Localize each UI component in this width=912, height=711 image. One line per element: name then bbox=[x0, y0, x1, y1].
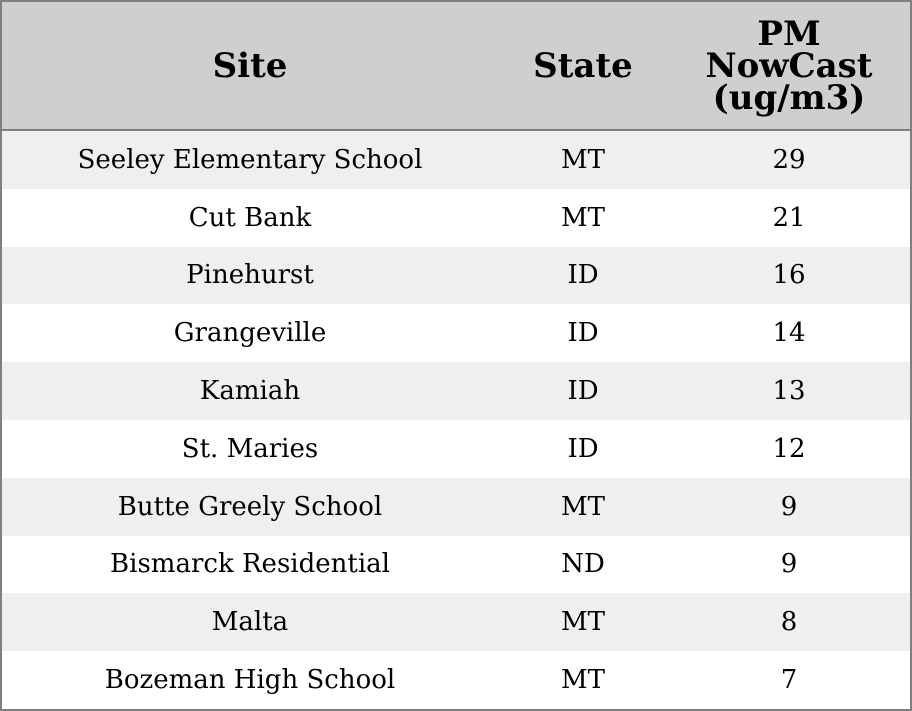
table-row bbox=[2, 131, 910, 189]
cell-pm: 9 bbox=[780, 491, 798, 522]
cell-site: Butte Greely School bbox=[117, 491, 383, 522]
cell-site: Bozeman High School bbox=[104, 665, 396, 696]
cell-state: ID bbox=[567, 260, 599, 291]
cell-state: ID bbox=[567, 376, 599, 407]
table-row bbox=[2, 420, 910, 478]
header-pm-nowcast: PM NowCast (ug/m3) bbox=[705, 13, 873, 118]
cell-site: St. Maries bbox=[181, 433, 319, 464]
cell-state: MT bbox=[561, 202, 605, 233]
cell-pm: 29 bbox=[772, 144, 806, 175]
cell-state: ND bbox=[561, 549, 605, 580]
cell-site: Cut Bank bbox=[188, 202, 312, 233]
table-row bbox=[2, 651, 910, 709]
cell-pm: 8 bbox=[780, 607, 798, 638]
table-row bbox=[2, 362, 910, 420]
cell-pm: 12 bbox=[772, 433, 806, 464]
table-body bbox=[2, 131, 910, 709]
cell-state: MT bbox=[561, 607, 605, 638]
cell-pm: 7 bbox=[780, 665, 798, 696]
cell-state: ID bbox=[567, 318, 599, 349]
table-header bbox=[2, 2, 910, 131]
header-state: State bbox=[533, 45, 633, 86]
cell-pm: 16 bbox=[772, 260, 806, 291]
cell-state: MT bbox=[561, 665, 605, 696]
cell-site: Grangeville bbox=[173, 318, 327, 349]
cell-site: Pinehurst bbox=[186, 260, 314, 291]
cell-site: Seeley Elementary School bbox=[77, 144, 423, 175]
table-row bbox=[2, 593, 910, 651]
cell-site: Kamiah bbox=[199, 376, 301, 407]
cell-site: Malta bbox=[211, 607, 289, 638]
table-row bbox=[2, 247, 910, 305]
cell-state: MT bbox=[561, 144, 605, 175]
cell-state: ID bbox=[567, 433, 599, 464]
cell-pm: 9 bbox=[780, 549, 798, 580]
cell-pm: 13 bbox=[772, 376, 806, 407]
cell-pm: 21 bbox=[772, 202, 806, 233]
table-row bbox=[2, 536, 910, 594]
cell-site: Bismarck Residential bbox=[110, 549, 390, 580]
cell-pm: 14 bbox=[772, 318, 806, 349]
table-row bbox=[2, 478, 910, 536]
cell-state: MT bbox=[561, 491, 605, 522]
header-site: Site bbox=[212, 45, 288, 86]
table-row bbox=[2, 304, 910, 362]
table-row bbox=[2, 189, 910, 247]
